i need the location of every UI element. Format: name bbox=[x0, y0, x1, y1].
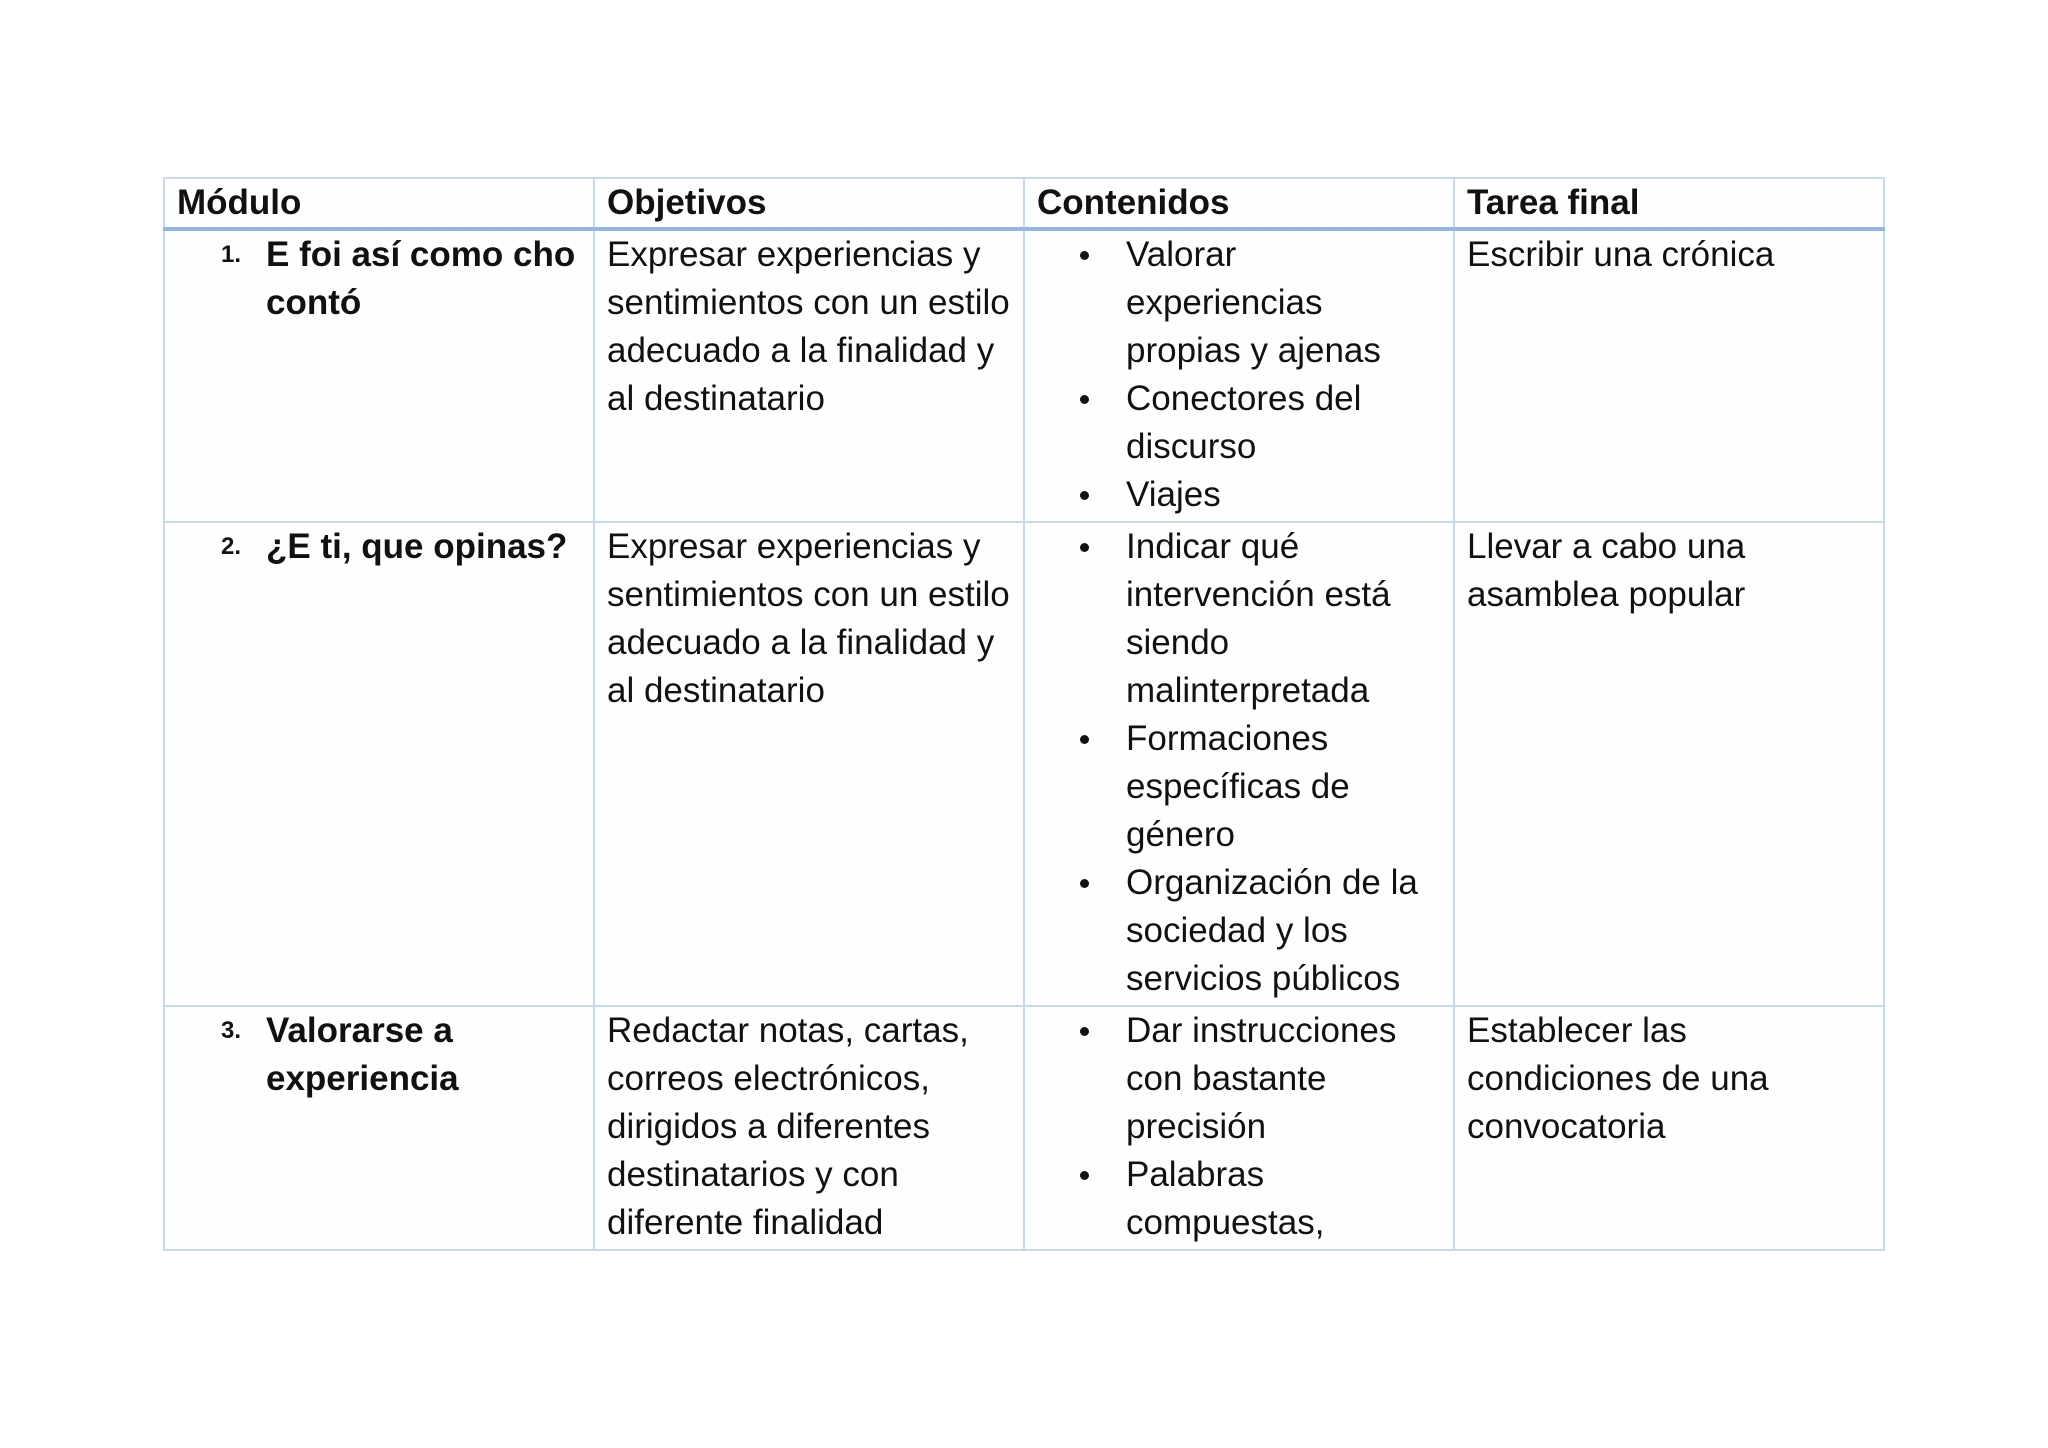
list-item bbox=[1126, 375, 1441, 471]
list-item bbox=[1126, 1007, 1441, 1151]
contents-cell bbox=[1024, 229, 1454, 522]
header-tarea-final: Tarea final bbox=[1454, 178, 1884, 229]
contents-cell bbox=[1024, 1006, 1454, 1250]
bullet-icon bbox=[1080, 1171, 1089, 1180]
task-cell: Llevar a cabo una asamblea popular bbox=[1454, 522, 1884, 1006]
module-cell bbox=[164, 522, 594, 1006]
task-cell: Escribir una crónica bbox=[1454, 229, 1884, 522]
list-item-text: Palabras compuestas, bbox=[1126, 1155, 1325, 1242]
contents-list bbox=[1037, 1007, 1441, 1247]
list-item-text: Organización de la sociedad y los servicios públicos bbox=[1126, 863, 1418, 998]
table-row bbox=[164, 229, 1884, 522]
list-item-text: Valorar experiencias propias y ajenas bbox=[1126, 235, 1381, 370]
list-item bbox=[1126, 471, 1441, 519]
task-cell: Establecer las condiciones de una convocatoria bbox=[1454, 1006, 1884, 1250]
list-item bbox=[1126, 523, 1441, 715]
module-number: 1. bbox=[221, 241, 242, 268]
list-item bbox=[1126, 715, 1441, 859]
bullet-icon bbox=[1080, 1027, 1089, 1036]
objectives-cell: Redactar notas, cartas, correos electrónicos, dirigidos a diferentes destinatarios y con diferente finalidad bbox=[594, 1006, 1024, 1250]
course-modules-table bbox=[163, 177, 1885, 1251]
list-item-text: Dar instrucciones con bastante precisión bbox=[1126, 1011, 1397, 1146]
list-item bbox=[1126, 859, 1441, 1003]
bullet-icon bbox=[1080, 491, 1089, 500]
module-number: 2. bbox=[221, 533, 242, 560]
contents-list bbox=[1037, 231, 1441, 519]
table-row bbox=[164, 1006, 1884, 1250]
module-title: E foi así como cho contó bbox=[266, 235, 576, 322]
bullet-icon bbox=[1080, 251, 1089, 260]
list-item-text: Indicar qué intervención está siendo malinterpretada bbox=[1126, 527, 1391, 710]
table-header-row bbox=[164, 178, 1884, 229]
list-item bbox=[1126, 1151, 1441, 1247]
contents-list bbox=[1037, 523, 1441, 1003]
bullet-icon bbox=[1080, 395, 1089, 404]
bullet-icon bbox=[1080, 543, 1089, 552]
header-objetivos: Objetivos bbox=[594, 178, 1024, 229]
module-cell bbox=[164, 1006, 594, 1250]
objectives-cell: Expresar experiencias y sentimientos con un estilo adecuado a la finalidad y al destinatario bbox=[594, 522, 1024, 1006]
bullet-icon bbox=[1080, 879, 1089, 888]
list-item bbox=[1126, 231, 1441, 375]
bullet-icon bbox=[1080, 735, 1089, 744]
header-contenidos: Contenidos bbox=[1024, 178, 1454, 229]
list-item-text: Conectores del discurso bbox=[1126, 379, 1362, 466]
objectives-cell: Expresar experiencias y sentimientos con un estilo adecuado a la finalidad y al destinatario bbox=[594, 229, 1024, 522]
module-title: ¿E ti, que opinas? bbox=[266, 527, 568, 566]
list-item-text: Formaciones específicas de género bbox=[1126, 719, 1350, 854]
header-modulo: Módulo bbox=[164, 178, 594, 229]
table-row bbox=[164, 522, 1884, 1006]
list-item-text: Viajes bbox=[1126, 475, 1221, 514]
contents-cell bbox=[1024, 522, 1454, 1006]
module-cell bbox=[164, 229, 594, 522]
module-title: Valorarse a experiencia bbox=[266, 1011, 459, 1098]
module-number: 3. bbox=[221, 1017, 242, 1044]
